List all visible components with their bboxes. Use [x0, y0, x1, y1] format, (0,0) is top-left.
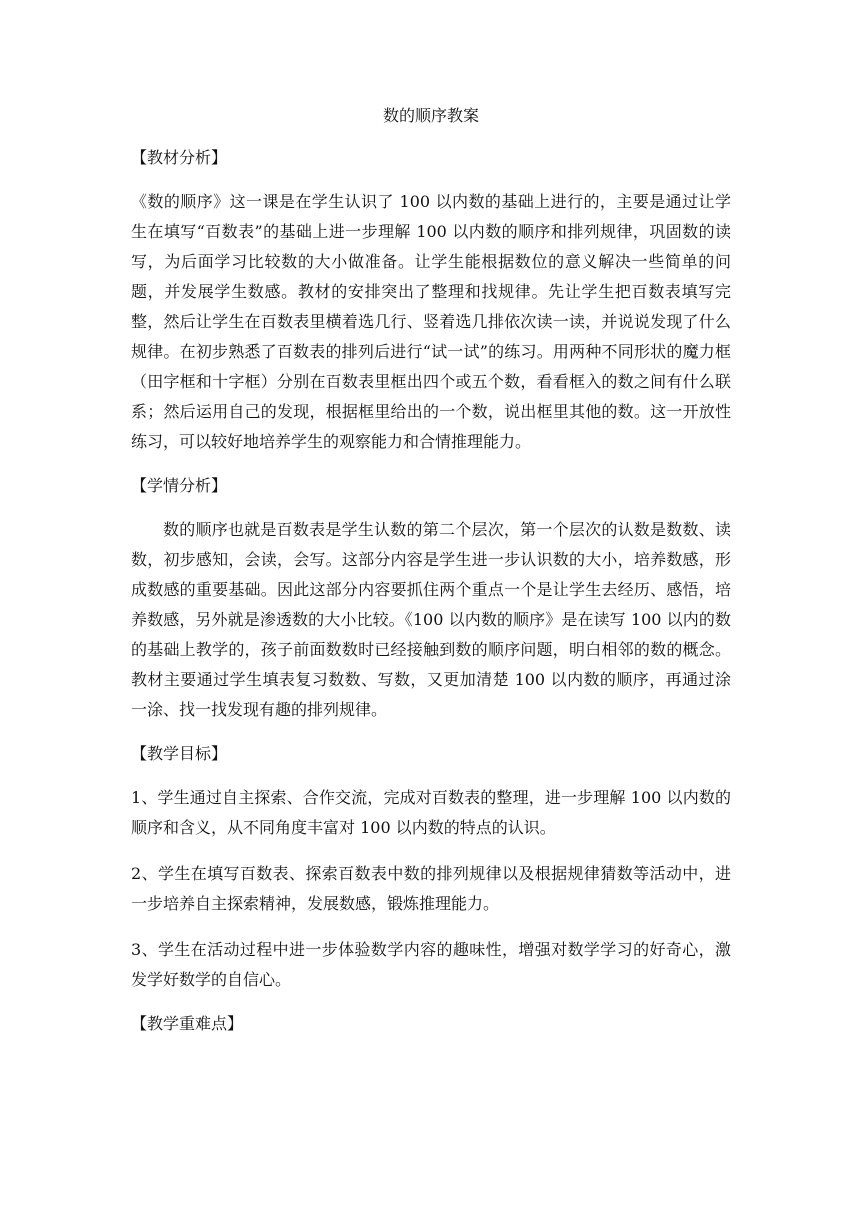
objective-item: 2、学生在填写百数表、探索百数表中数的排列规律以及根据规律猜数等活动中，进一步培养自主探索精神，发展数感，锻炼推理能力。: [131, 864, 731, 913]
section-teaching-objectives: [131, 741, 731, 995]
paragraph: 数的顺序也就是百数表是学生认数的第二个层次，第一个层次的认数是数数、读数，初步感知，会读，会写。这部分内容是学生进一步认识数的大小，培养数感，形成数感的重要基础。因此这部分内容要抓住两个重点一个是让学生去经历、感悟，培养数感，另外就是渗透数的大小比较。《100 以内数的顺序》是在读写 100 以内的数的基础上教学的，孩子前面数数时已经接触到数的顺序问题，明白相邻的数的概念。教材主要通过学生填表复习数数、写数，又更加清楚 100 以内数的顺序，再通过涂一涂、找一找发现有趣的排列规律。: [131, 520, 731, 719]
section-key-difficulties: [131, 1011, 731, 1037]
paragraph: 《数的顺序》这一课是在学生认识了 100 以内数的基础上进行的，主要是通过让学生在填写“百数表”的基础上进一步理解 100 以内数的顺序和排列规律，巩固数的读写，为后面学习比较数的大小做准备。让学生能根据数位的意义解决一些简单的问题，并发展学生数感。教材的安排突出了整理和找规律。先让学生把百数表填写完整，然后让学生在百数表里横着选几行、竖着选几排依次读一读，并说说发现了什么规律。在初步熟悉了百数表的排列后进行“试一试”的练习。用两种不同形状的魔力框（田字框和十字框）分别在百数表里框出四个或五个数，看看框入的数之间有什么联系；然后运用自己的发现，根据框里给出的一个数，说出框里其他的数。这一开放性练习，可以较好地培养学生的观察能力和合情推理能力。: [131, 192, 731, 451]
document-page: [131, 103, 731, 1053]
section-heading: 【教学目标】: [131, 744, 228, 763]
section-heading: 【教材分析】: [131, 148, 228, 167]
section-textbook-analysis: [131, 145, 731, 457]
section-heading: 【教学重难点】: [131, 1014, 244, 1033]
objective-item: 1、学生通过自主探索、合作交流，完成对百数表的整理，进一步理解 100 以内数的顺序和含义，从不同角度丰富对 100 以内数的特点的认识。: [131, 788, 731, 837]
section-student-analysis: [131, 473, 731, 725]
objective-item: 3、学生在活动过程中进一步体验数学内容的趣味性，增强对数学学习的好奇心，激发学好数学的自信心。: [131, 940, 731, 989]
section-heading: 【学情分析】: [131, 476, 228, 495]
document-title: 数的顺序教案: [382, 106, 479, 125]
